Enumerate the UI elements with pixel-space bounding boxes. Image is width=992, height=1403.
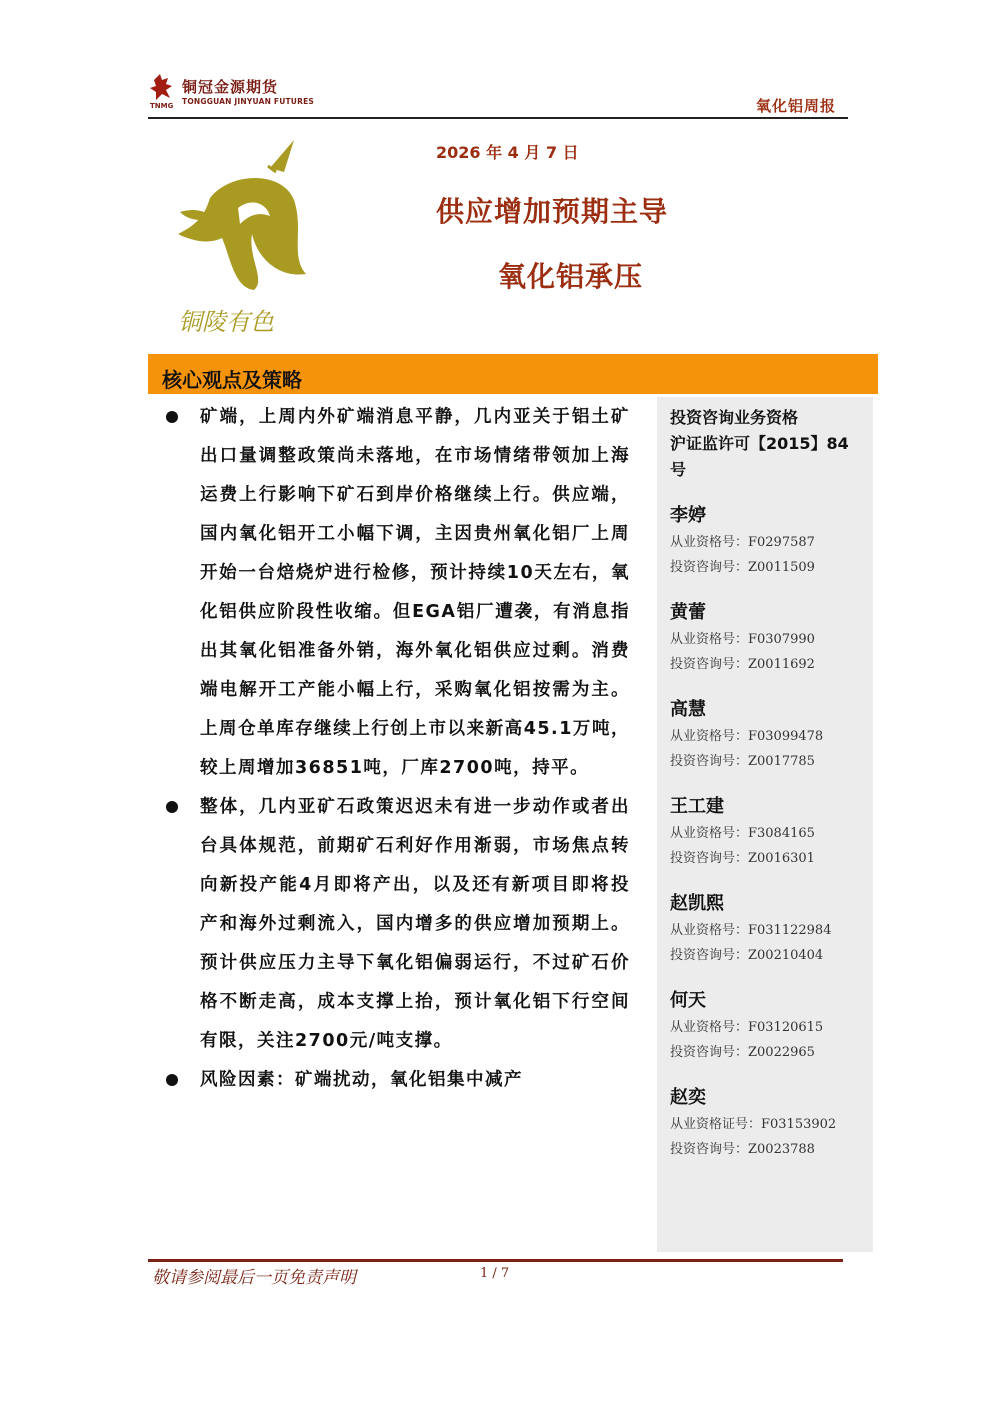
analyst-name: 高慧 — [670, 699, 706, 720]
analyst-card — [670, 1084, 866, 1162]
license-line: 号 — [670, 460, 687, 479]
analyst-sidebar — [657, 397, 873, 1252]
analyst-card — [670, 599, 866, 677]
cover-logo — [170, 138, 310, 338]
footer-divider — [148, 1259, 843, 1262]
analyst-consult-id: 投资咨询号：Z0017785 — [670, 754, 815, 769]
bullet-item — [160, 398, 630, 788]
bullet-item — [160, 1061, 630, 1100]
disclaimer-note: 敬请参阅最后一页免责声明 — [152, 1268, 356, 1288]
report-title-line2: 氧化铝承压 — [498, 260, 644, 293]
analyst-consult-id: 投资咨询号：Z0022965 — [670, 1045, 815, 1060]
analyst-consult-id: 投资咨询号：Z0016301 — [670, 851, 815, 866]
license-line: 沪证监许可【2015】84 — [670, 434, 849, 453]
bullet-text: 矿端，上周内外矿端消息平静，几内亚关于铝土矿出口量调整政策尚未落地，在市场情绪带领加上海运费上行影响下矿石到岸价格继续上行。供应端，国内氧化铝开工小幅下调，主因贵州氧化铝厂上周开始一台焙烧炉进行检修，预计持续10天左右，氧化铝供应阶段性收缩。但EGA铝厂遭袭，有消息指出其氧化铝准备外销，海外氧化铝供应过剩。消费端电解开工产能小幅上行，采购氧化铝按需为主。上周仓单库存继续上行创上市以来新高45.1万吨，较上周增加36851吨，厂库2700吨，持平。 — [200, 407, 630, 778]
analyst-card — [670, 890, 866, 968]
analyst-name: 李婷 — [670, 505, 706, 526]
analyst-name: 王工建 — [670, 796, 724, 817]
report-type: 氧化铝周报 — [755, 97, 836, 115]
bullet-icon — [166, 411, 178, 423]
analyst-qualification: 从业资格号：F3084165 — [670, 826, 815, 841]
analyst-card — [670, 793, 866, 871]
analyst-name: 何天 — [670, 990, 706, 1011]
logo-caption: 铜陵有色 — [178, 308, 274, 336]
analyst-card — [670, 987, 866, 1065]
core-views-list — [160, 398, 630, 1100]
analyst-consult-id: 投资咨询号：Z00210404 — [670, 948, 824, 963]
analyst-qualification: 从业资格号：F03120615 — [670, 1020, 824, 1035]
bullet-item — [160, 788, 630, 1061]
report-title-line1: 供应增加预期主导 — [436, 195, 669, 228]
analyst-name: 黄蕾 — [670, 602, 706, 623]
analyst-qualification: 从业资格号：F031122984 — [670, 923, 832, 938]
bullet-text: 整体，几内亚矿石政策迟迟未有进一步动作或者出台具体规范，前期矿石利好作用渐弱，市场焦点转向新投产能4月即将产出，以及还有新项目即将投产和海外过剩流入，国内增多的供应增加预期上。预计供应压力主导下氧化铝偏弱运行，不过矿石价格不断走高，成本支撑上抬，预计氧化铝下行空间有限，关注2700元/吨支撑。 — [200, 797, 630, 1051]
brand-abbr: TNMG — [150, 102, 174, 110]
tongling-logo-icon — [170, 138, 310, 338]
analyst-name: 赵奕 — [670, 1087, 706, 1108]
header-divider — [148, 117, 848, 119]
bullet-icon — [166, 1074, 178, 1086]
page-number: 1 / 7 — [480, 1266, 510, 1281]
analyst-name: 赵凯熙 — [670, 893, 724, 914]
license-line: 投资咨询业务资格 — [670, 408, 799, 427]
bullet-icon — [166, 801, 178, 813]
analyst-qualification: 从业资格号：F03099478 — [670, 729, 824, 744]
license-info — [670, 405, 866, 483]
report-date: 2026 年 4 月 7 日 — [436, 143, 579, 162]
analyst-card — [670, 696, 866, 774]
analyst-consult-id: 投资咨询号：Z0011692 — [670, 657, 815, 672]
analyst-consult-id: 投资咨询号：Z0023788 — [670, 1142, 815, 1157]
section-title: 核心观点及策略 — [162, 368, 302, 392]
brand-name-en: TONGGUAN JINYUAN FUTURES — [182, 97, 314, 106]
brand-name-cn: 铜冠金源期货 — [182, 78, 279, 96]
analyst-qualification: 从业资格证号：F03153902 — [670, 1117, 837, 1132]
analyst-qualification: 从业资格号：F0307990 — [670, 632, 815, 647]
analyst-consult-id: 投资咨询号：Z0011509 — [670, 560, 815, 575]
analyst-card — [670, 502, 866, 580]
analyst-qualification: 从业资格号：F0297587 — [670, 535, 815, 550]
bullet-text: 风险因素：矿端扰动，氧化铝集中减产 — [200, 1070, 523, 1090]
